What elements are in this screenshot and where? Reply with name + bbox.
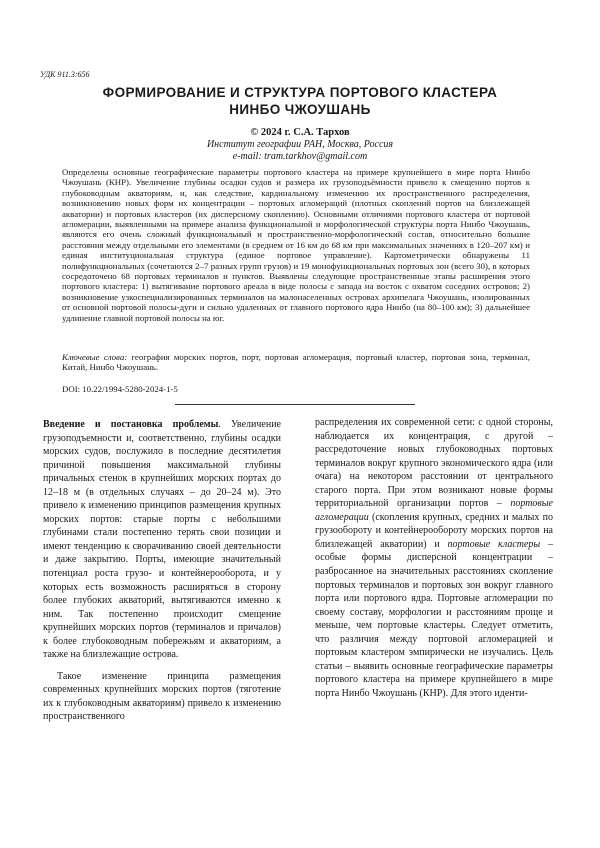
term-port-cluster: портовые кластеры bbox=[447, 538, 541, 550]
term-port-agglomeration: портовые агломерации bbox=[315, 498, 553, 523]
affiliation: Институт географии РАН, Москва, Россия bbox=[206, 139, 394, 150]
affiliation-block bbox=[60, 139, 540, 163]
intro-paragraph-1 bbox=[43, 418, 281, 662]
keywords-label: Ключевые слова: bbox=[62, 352, 128, 362]
right-paragraph bbox=[315, 416, 553, 700]
author-line: © 2024 г. С.А. Тархов bbox=[250, 127, 350, 138]
doi: DOI: 10.22/1994-5280-2024-1-5 bbox=[62, 384, 178, 394]
left-column bbox=[43, 418, 281, 724]
section-divider bbox=[175, 404, 415, 405]
right-text-1: распределения их современной сети: с одной стороны, наблюдается их концентрация, с другой – рассредоточение новых глубоководных портовых терминалов вокруг крупного экономического ядра (или очага) на некотором расстоянии от центрального старого порта. При этом возникают новые формы территориальной организации портов – bbox=[315, 417, 553, 510]
intro-p1-text: . Увеличение грузоподъемности и, соответственно, глубины осадки морских судов, послужило в последние десятилетия причиной повышения максимальной глубины причальных стенок в крупнейших морских портах до 12–18 м (в отдельных случаях – до 20–24 м). Это привело к изменению принципов размещения крупных морских портов: старые порты с небольшими глубинами стали постепенно терять свои позиции и имеют тенденцию к сворачиванию своей деятельности и даже закрытию. Порты, имеющие значительный потенциал роста грузо- и контейнерооборота, и у которых есть возможность расширяться в сторону более глубоких акваторий, вытягиваются именно к ним. Так постепенно происходит смещение крупнейших морских портов (терминалов и причалов) к более глубоководным побережьям и акваториям, а также на близлежащие острова. bbox=[43, 419, 281, 661]
article-title bbox=[60, 84, 540, 118]
right-column bbox=[315, 416, 553, 700]
right-text-2: (скопления крупных, средних и малых по грузообороту и контейнерообороту морских портов на близлежащей акватории) и bbox=[315, 511, 553, 550]
title-line-1: ФОРМИРОВАНИЕ И СТРУКТУРА ПОРТОВОГО КЛАСТЕРА bbox=[102, 85, 498, 100]
abstract: Определены основные географические параметры портового кластера на примере крупнейшего в мире порта Нинбо Чжоушань (КНР). Увеличение глубины осадки судов и размера их грузоподъёмности привело к смещению портов к глубоководным акваториям, и, как следствие, кардинальному изменению их пространственного распределения, возникновению новых форм их концентрации – портовых агломераций (плотных скоплений портов на близлежащей акватории) и портовых кластеров (их дисперсному скоплению). Основными отличиями портового кластера от портовой агломерации, выявленными на примере анализа функциональной и морфологической структуры порта Нинбо Чжоушань, являются его очень сложный функциональный и пространственно-морфологический состав, относительно большие расстояния между отдельными его элементами (в среднем от 16 км до 68 км при максимальных значениях в 120–207 км) и единая институциональная структура (единое портовое управление). Картометрически обнаружены 11 полифункциональных (сочетаются 2–7 разных групп грузов) и 19 монофункциональных портовых зон (всего 30), в которых сосредоточено 68 портовых терминалов и пунктов. Выявлены следующие пространственные этапы расширения этого портового кластера: 1) вытягивание портового ареала в виде полосы с запада на восток с охватом соседних островов; 2) возникновение узкоспециализированных терминалов на малонаселенных островах архипелага Чжоушань, изолированных от основной портовой полосы-дуги и сильно удаленных от главного портового ядра Нинбо (на 80–100 км); 3) дальнейшее удлинение главной портовой полосы на юг. bbox=[62, 167, 530, 323]
keywords-text: география морских портов, порт, портовая агломерация, портовый кластер, портовая зона, терминал, Китай, Нинбо Чжоушань. bbox=[62, 352, 531, 373]
author-email: e-mail: tram.tarkhov@gmail.com bbox=[232, 151, 368, 162]
intro-paragraph-2: Такое изменение принципа размещения современных крупнейших морских портов (тяготение их к глубоководным акваториям) привело к изменению пространственного bbox=[43, 670, 281, 723]
udc-code: УДК 911.3:656 bbox=[40, 70, 90, 79]
title-line-2: НИНБО ЧЖОУШАНЬ bbox=[229, 102, 371, 117]
keywords bbox=[62, 352, 530, 373]
section-heading: Введение и постановка проблемы bbox=[43, 419, 219, 430]
right-text-3: – особые формы дисперсной концентрации – разбросанное на значительных расстояниях скопление портовых терминалов и портовых зон вокруг главного порта или портового ядра. Портовые агломерации по своему составу, морфологии и расстояниям проще и меньше, чем портовые кластеры. Следует отметить, что различия между портовой агломерацией и портовым кластером эмпирически не изучались. Цель статьи – выявить основные географические параметры портового кластера на примере крупнейшего в мире порта Нинбо Чжоушань (КНР). Для этого иденти- bbox=[315, 538, 554, 699]
